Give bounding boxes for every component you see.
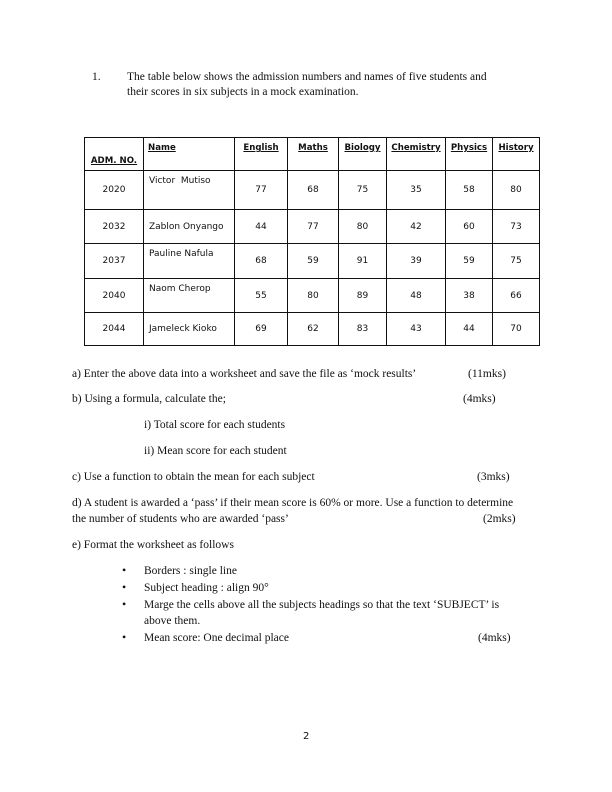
cell-score: 62: [288, 313, 339, 346]
header-adm-no: ADM. NO.: [85, 138, 144, 171]
bullet-subject-heading: Subject heading : align 90°: [144, 582, 269, 594]
cell-score: 69: [235, 313, 288, 346]
cell-score: 73: [493, 210, 540, 244]
cell-score: 60: [446, 210, 493, 244]
table-row: [85, 279, 540, 313]
part-e-text: e) Format the worksheet as follows: [72, 539, 234, 551]
table-row: [85, 210, 540, 244]
part-b-text: b) Using a formula, calculate the;: [72, 393, 226, 405]
bullet-merge-cells-cont: above them.: [144, 615, 201, 627]
cell-score: 44: [446, 313, 493, 346]
header-biology: Biology: [339, 138, 387, 171]
cell-score: 66: [493, 279, 540, 313]
table-row: [85, 244, 540, 279]
header-physics: Physics: [446, 138, 493, 171]
cell-adm: 2044: [85, 313, 144, 346]
part-a-marks: (11mks): [468, 368, 506, 380]
cell-name: Zablon Onyango: [144, 210, 235, 244]
scores-table: [84, 137, 540, 346]
part-c-marks: (3mks): [477, 471, 510, 483]
bullet-borders: Borders : single line: [144, 565, 237, 577]
cell-score: 35: [387, 171, 446, 210]
cell-score: 59: [446, 244, 493, 279]
cell-score: 83: [339, 313, 387, 346]
cell-score: 91: [339, 244, 387, 279]
bullet-icon: •: [122, 597, 127, 611]
header-maths: Maths: [288, 138, 339, 171]
bullet-icon: •: [122, 580, 127, 594]
cell-score: 55: [235, 279, 288, 313]
question-intro-line1: The table below shows the admission numbers and names of five students and: [127, 71, 487, 83]
bullet-icon: •: [122, 630, 127, 644]
cell-score: 75: [493, 244, 540, 279]
part-b-marks: (4mks): [463, 393, 496, 405]
table-row: [85, 171, 540, 210]
part-d-line2: the number of students who are awarded ‘pass’: [72, 513, 289, 525]
cell-name: Jameleck Kioko: [144, 313, 235, 346]
cell-score: 75: [339, 171, 387, 210]
cell-adm: 2032: [85, 210, 144, 244]
cell-adm: 2020: [85, 171, 144, 210]
cell-score: 42: [387, 210, 446, 244]
cell-score: 68: [288, 171, 339, 210]
cell-adm: 2037: [85, 244, 144, 279]
cell-adm: 2040: [85, 279, 144, 313]
part-c-text: c) Use a function to obtain the mean for each subject: [72, 471, 315, 483]
cell-score: 68: [235, 244, 288, 279]
question-number: 1.: [92, 71, 101, 83]
cell-name: Naom Cherop: [144, 279, 235, 313]
cell-score: 59: [288, 244, 339, 279]
part-b-ii: ii) Mean score for each student: [144, 445, 287, 457]
cell-score: 38: [446, 279, 493, 313]
header-history: History: [493, 138, 540, 171]
table-header-row: [85, 138, 540, 171]
cell-name: Pauline Nafula: [144, 244, 235, 279]
bullet-mean-score: Mean score: One decimal place: [144, 632, 289, 644]
cell-score: 44: [235, 210, 288, 244]
cell-name: Victor Mutiso: [144, 171, 235, 210]
part-b-i: i) Total score for each students: [144, 419, 286, 431]
page-number: 2: [303, 731, 310, 742]
cell-score: 89: [339, 279, 387, 313]
cell-score: 80: [288, 279, 339, 313]
cell-score: 39: [387, 244, 446, 279]
bullet-icon: •: [122, 563, 127, 577]
cell-score: 77: [235, 171, 288, 210]
part-e-marks: (4mks): [478, 632, 511, 644]
bullet-merge-cells: Marge the cells above all the subjects headings so that the text ‘SUBJECT’ is: [144, 599, 500, 611]
header-english: English: [235, 138, 288, 171]
cell-score: 80: [339, 210, 387, 244]
header-name: Name: [144, 138, 235, 171]
part-d-line1: d) A student is awarded a ‘pass’ if their mean score is 60% or more. Use a function to determine: [72, 497, 514, 509]
cell-score: 58: [446, 171, 493, 210]
table-row: [85, 313, 540, 346]
header-chemistry: Chemistry: [387, 138, 446, 171]
question-intro-line2: their scores in six subjects in a mock examination.: [127, 86, 359, 98]
part-d-marks: (2mks): [483, 513, 516, 525]
cell-score: 43: [387, 313, 446, 346]
cell-score: 80: [493, 171, 540, 210]
cell-score: 77: [288, 210, 339, 244]
part-a-text: a) Enter the above data into a worksheet and save the file as ‘mock results’: [72, 368, 417, 380]
cell-score: 48: [387, 279, 446, 313]
cell-score: 70: [493, 313, 540, 346]
